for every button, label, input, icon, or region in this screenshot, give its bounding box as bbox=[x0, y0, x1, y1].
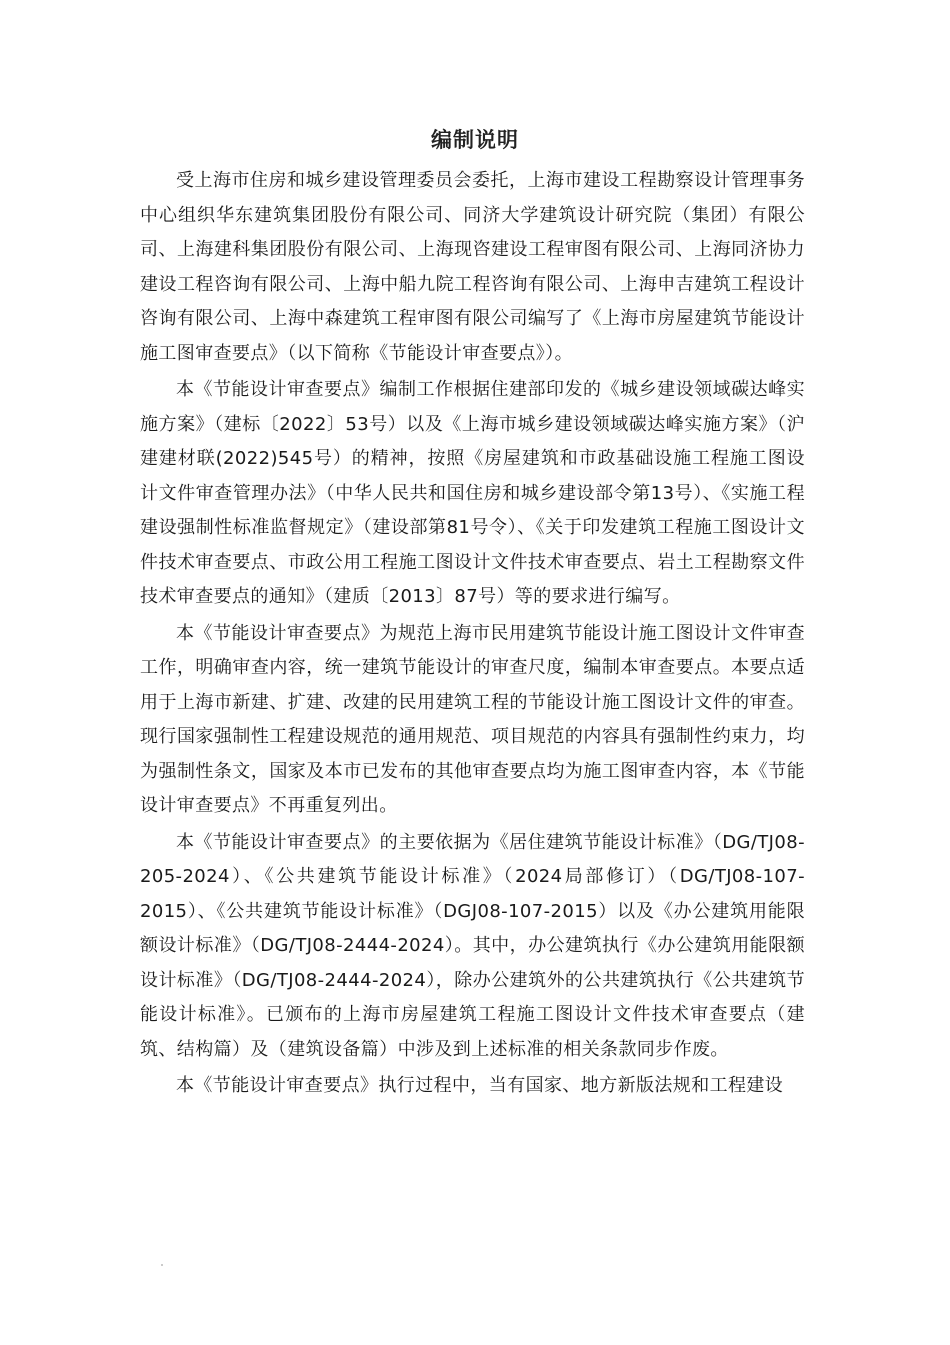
paragraph-execution: 本《节能设计审查要点》执行过程中，当有国家、地方新版法规和工程建设 bbox=[176, 1075, 784, 1096]
paragraph-basis: 本《节能设计审查要点》编制工作根据住建部印发的《城乡建设领域碳达峰实施方案》（建标〔2022〕53号）以及《上海市城乡建设领域碳达峰实施方案》（沪建建材联(2022)545号）的精神，按照《房屋建筑和市政基础设施工程施工图设计文件审查管理办法》（中华人民共和国住房和城乡建设部令第13号）、《实施工程建设强制性标准监督规定》（建设部第81号令）、《关于印发建筑工程施工图设计文件技术审查要点、市政公用工程施工图设计文件技术审查要点、岩土工程勘察文件技术审查要点的通知》（建质〔2013〕87号）等的要求进行编写。 bbox=[140, 379, 805, 607]
paragraph-scope: 本《节能设计审查要点》为规范上海市民用建筑节能设计施工图设计文件审查工作，明确审查内容，统一建筑节能设计的审查尺度，编制本审查要点。本要点适用于上海市新建、扩建、改建的民用建筑工程的节能设计施工图设计文件的审查。现行国家强制性工程建设规范的通用规范、项目规范的内容具有强制性约束力，均为强制性条文，国家及本市已发布的其他审查要点均为施工图审查内容，本《节能设计审查要点》不再重复列出。 bbox=[140, 622, 805, 816]
paragraph-standards: 本《节能设计审查要点》的主要依据为《居住建筑节能设计标准》（DG/TJ08-205-2024）、《公共建筑节能设计标准》（2024局部修订）（DG/TJ08-107-2015）、《公共建筑节能设计标准》（DGJ08-107-2015）以及《办公建筑用能限额设计标准》（DG/TJ08-2444-2024）。其中，办公建筑执行《办公建筑用能限额设计标准》（DG/TJ08-2444-2024），除办公建筑外的公共建筑执行《公共建筑节能设计标准》。已颁布的上海市房屋建筑工程施工图设计文件技术审查要点（建筑、结构篇）及（建筑设备篇）中涉及到上述标准的相关条款同步作废。 bbox=[140, 831, 805, 1060]
paragraph-commission: 受上海市住房和城乡建设管理委员会委托，上海市建设工程勘察设计管理事务中心组织华东建筑集团股份有限公司、同济大学建筑设计研究院（集团）有限公司、上海建科集团股份有限公司、上海现咨建设工程审图有限公司、上海同济协力建设工程咨询有限公司、上海中船九院工程咨询有限公司、上海申吉建筑工程设计咨询有限公司、上海中森建筑工程审图有限公司编写了《上海市房屋建筑节能设计施工图审查要点》（以下简称《节能设计审查要点》）。 bbox=[140, 170, 805, 364]
document-title: 编制说明 bbox=[431, 128, 519, 152]
scan-speck bbox=[161, 1264, 163, 1266]
document-body bbox=[140, 164, 805, 1104]
